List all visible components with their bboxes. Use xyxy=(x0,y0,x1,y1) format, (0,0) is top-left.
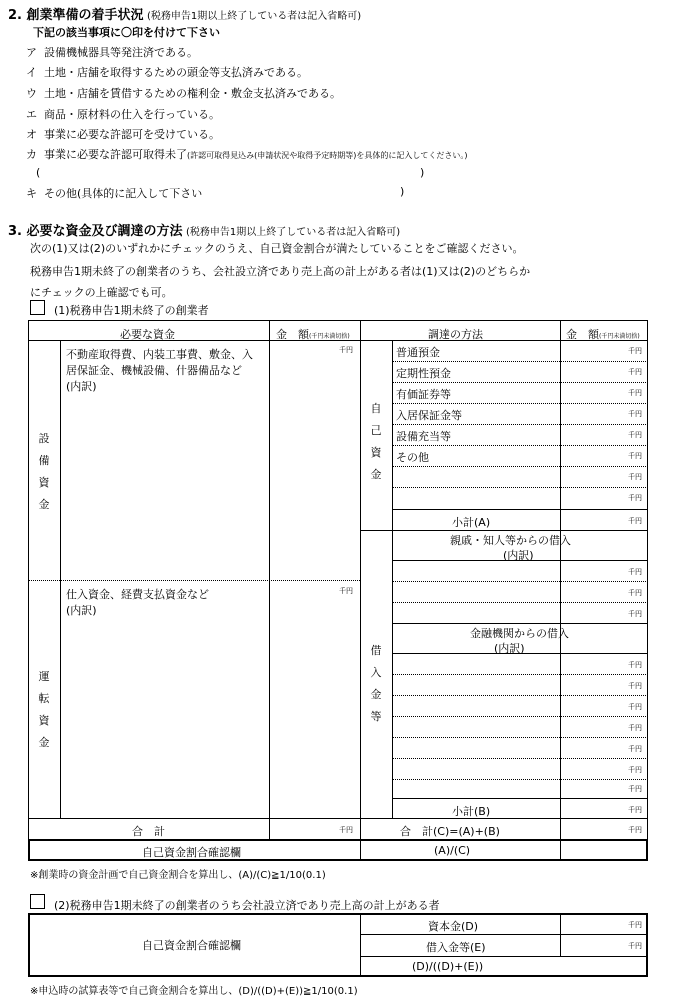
section2-item-text: 事業に必要な許認可を受けている。 xyxy=(44,128,220,141)
self-fund-yen: 千円 xyxy=(628,473,642,481)
self-fund-yen: 千円 xyxy=(628,368,642,376)
section2-item-key: イ xyxy=(26,66,37,79)
section2-item-key: オ xyxy=(26,128,37,141)
note-2: ※申込時の試算表等で自己資金割合を算出し、(D)/((D)+(E))≧1/10(0.1) xyxy=(30,986,358,997)
self-fund-yen: 千円 xyxy=(628,431,642,439)
equip-desc-3: (内訳) xyxy=(66,380,97,393)
section2-item-key: ア xyxy=(26,46,37,59)
work-desc-1: 仕入資金、経費支払資金など xyxy=(66,588,209,601)
loan-yen: 千円 xyxy=(628,745,642,753)
subtotal-b: 小計(B) xyxy=(452,805,491,818)
section2-item[interactable] xyxy=(26,64,308,80)
section3-para3: にチェックの上確認でも可。 xyxy=(30,286,173,299)
section2-item-text: 土地・店舗を賃借するための権利金・敷金支払済みである。 xyxy=(44,87,341,100)
total-label: 合 計 xyxy=(132,825,165,838)
t2-borrowing-yen: 千円 xyxy=(628,942,642,950)
option1-checkbox[interactable] xyxy=(30,300,45,315)
equip-yen: 千円 xyxy=(339,346,353,354)
loan-yen: 千円 xyxy=(628,682,642,690)
t2-capital-yen: 千円 xyxy=(628,921,642,929)
relatives-breakdown: (内訳) xyxy=(503,549,534,562)
section2-item-key: キ xyxy=(26,187,37,200)
self-fund-item: 入居保証金等 xyxy=(396,409,462,422)
section2-item-text: その他(具体的に記入して下さい xyxy=(44,187,203,200)
self-fund-item: 設備充当等 xyxy=(396,430,451,443)
section3-para1: 次の(1)又は(2)のいずれかにチェックのうえ、自己資金割合が満たしていることをご確認ください。 xyxy=(30,242,524,255)
loan-yen: 千円 xyxy=(628,766,642,774)
section2-item-key: エ xyxy=(26,108,37,121)
section2-title-note: (税務申告1期以上終了している者は記入省略可) xyxy=(147,11,362,22)
option1-label: (1)税務申告1期未終了の創業者 xyxy=(54,304,209,317)
loan-yen: 千円 xyxy=(628,589,642,597)
loan-yen: 千円 xyxy=(628,724,642,732)
t2-ratio-label: 自己資金割合確認欄 xyxy=(142,939,241,952)
subtotal-a: 小計(A) xyxy=(452,516,491,529)
loan-label: 借 入 金 等 xyxy=(370,644,382,723)
total-c-yen: 千円 xyxy=(628,826,642,834)
self-fund-yen: 千円 xyxy=(628,410,642,418)
section2-item[interactable] xyxy=(26,185,202,201)
section2-item[interactable] xyxy=(26,126,220,142)
work-label: 運 転 資 金 xyxy=(38,670,50,749)
section3-para2: 税務申告1期未終了の創業者のうち、会社設立済であり売上高の計上がある者は(1)又は(2)のどちらか xyxy=(30,265,531,278)
section2-item-text: 設備機械器具等発注済である。 xyxy=(44,46,198,59)
t2-formula: (D)/((D)+(E)) xyxy=(412,960,484,973)
section2-item[interactable] xyxy=(26,106,220,122)
section3-heading xyxy=(8,220,400,239)
work-desc-2: (内訳) xyxy=(66,604,97,617)
paren-close-other: ) xyxy=(400,185,405,198)
section3-title: 3. 必要な資金及び調達の方法 xyxy=(8,224,183,239)
loan-yen: 千円 xyxy=(628,610,642,618)
paren-close: ) xyxy=(420,166,425,179)
section2-item-text: 事業に必要な許認可取得未了 xyxy=(44,148,187,161)
self-fund-item: 有価証券等 xyxy=(396,388,451,401)
work-yen: 千円 xyxy=(339,587,353,595)
equip-desc-1: 不動産取得費、内装工事費、敷金、入 xyxy=(66,348,253,361)
loan-yen: 千円 xyxy=(628,661,642,669)
section2-item-key: ウ xyxy=(26,87,37,100)
section2-item[interactable] xyxy=(26,146,467,162)
ratio-label: 自己資金割合確認欄 xyxy=(142,846,241,859)
self-fund-yen: 千円 xyxy=(628,452,642,460)
hdr-amount: 金 額(千円未満切捨) xyxy=(276,328,350,341)
option2-label: (2)税務申告1期未終了の創業者のうち会社設立済であり売上高の計上がある者 xyxy=(54,899,440,912)
option2-checkbox[interactable] xyxy=(30,894,45,909)
ratio-table-2 xyxy=(28,913,648,977)
section2-item-key: カ xyxy=(26,148,37,161)
equip-label: 設 備 資 金 xyxy=(38,432,50,511)
section2-item[interactable] xyxy=(26,85,341,101)
section2-item-note: (許認可取得見込み(申請状況や取得予定時期等)を具体的に記入してください。) xyxy=(187,151,468,160)
total-yen: 千円 xyxy=(339,826,353,834)
hdr-method: 調達の方法 xyxy=(428,328,483,341)
t2-capital: 資本金(D) xyxy=(428,920,479,933)
section2-item[interactable] xyxy=(26,44,198,60)
subtotal-a-yen: 千円 xyxy=(628,517,642,525)
equip-desc-2: 居保証金、機械設備、什器備品など xyxy=(66,364,242,377)
self-fund-label: 自 己 資 金 xyxy=(370,402,382,481)
t2-borrowing: 借入金等(E) xyxy=(426,941,486,954)
subtotal-b-yen: 千円 xyxy=(628,806,642,814)
section2-title: 2. 創業準備の着手状況 xyxy=(8,8,144,23)
paren-open: ( xyxy=(36,166,41,179)
ratio-row xyxy=(28,839,648,861)
loan-yen: 千円 xyxy=(628,703,642,711)
self-fund-item: 定期性預金 xyxy=(396,367,451,380)
loan-yen: 千円 xyxy=(628,785,642,793)
note-1: ※創業時の資金計画で自己資金割合を算出し、(A)/(C)≧1/10(0.1) xyxy=(30,870,326,881)
fin-inst-loan: 金融機関からの借入 xyxy=(470,627,569,640)
section2-instruction: 下記の該当事項に〇印を付けて下さい xyxy=(33,26,220,39)
self-fund-yen: 千円 xyxy=(628,389,642,397)
hdr-need: 必要な資金 xyxy=(120,328,175,341)
relatives-loan: 親戚・知人等からの借入 xyxy=(450,534,571,547)
self-fund-yen: 千円 xyxy=(628,494,642,502)
ratio-formula: (A)/(C) xyxy=(434,844,471,857)
section2-heading xyxy=(8,4,361,23)
total-c: 合 計(C)=(A)+(B) xyxy=(400,825,500,838)
self-fund-item: 普通預金 xyxy=(396,346,440,359)
section2-item-text: 土地・店舗を取得するための頭金等支払済みである。 xyxy=(44,66,308,79)
section2-item-text: 商品・原材料の仕入を行っている。 xyxy=(44,108,220,121)
hdr-amount-2: 金 額(千円未満切捨) xyxy=(566,328,640,341)
self-fund-yen: 千円 xyxy=(628,347,642,355)
self-fund-item: その他 xyxy=(396,451,429,464)
section3-title-note: (税務申告1期以上終了している者は記入省略可) xyxy=(186,227,401,238)
loan-yen: 千円 xyxy=(628,568,642,576)
fin-inst-breakdown: (内訳) xyxy=(494,642,525,655)
